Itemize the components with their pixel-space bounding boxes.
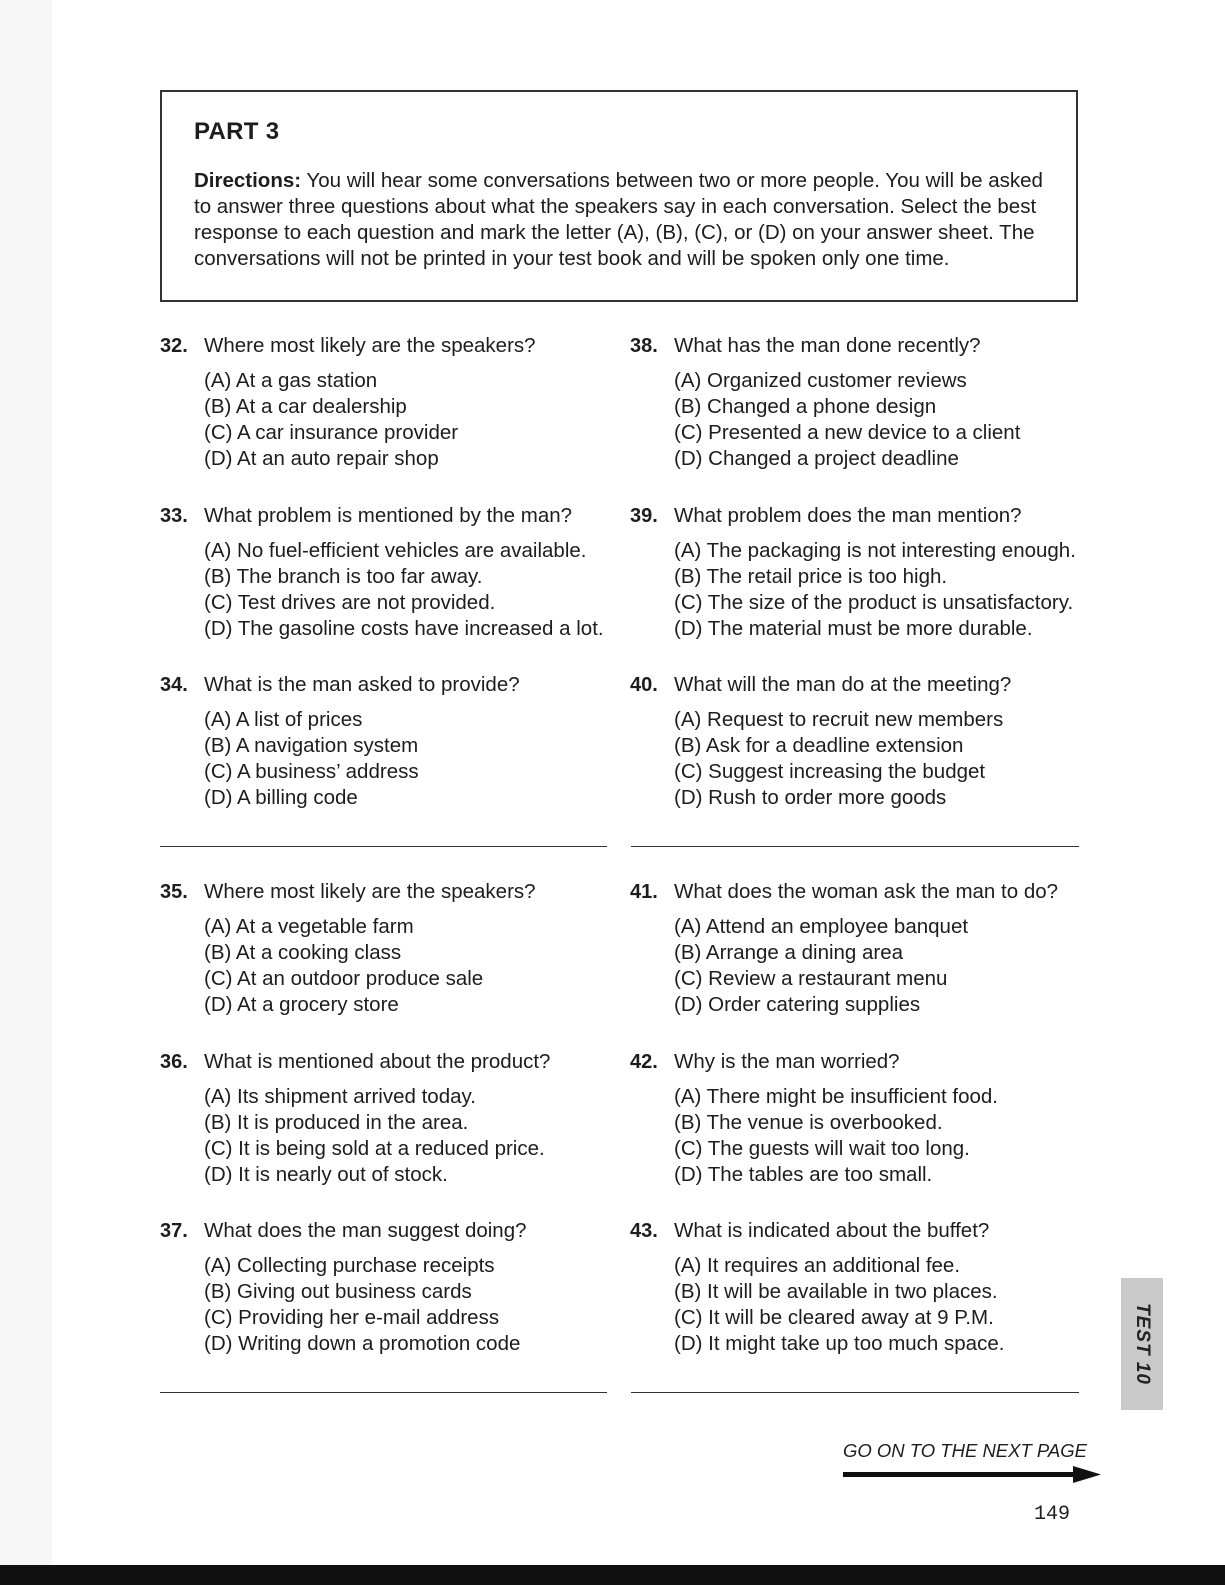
test-side-tab-label: TEST 10 bbox=[1132, 1303, 1154, 1385]
question-text: Where most likely are the speakers? bbox=[204, 334, 536, 357]
next-page-label: GO ON TO THE NEXT PAGE bbox=[843, 1440, 1087, 1461]
option-a: (A) Organized customer reviews bbox=[674, 369, 967, 392]
question-number: 35. bbox=[160, 881, 188, 903]
option-d: (D) At an auto repair shop bbox=[204, 447, 439, 470]
answer-options bbox=[204, 368, 458, 472]
question-text: Why is the man worried? bbox=[674, 1050, 900, 1073]
arrow-right-icon bbox=[843, 1465, 1103, 1485]
option-a: (A) Attend an employee banquet bbox=[674, 915, 969, 938]
answer-options bbox=[674, 1084, 998, 1188]
option-c: (C) It will be cleared away at 9 P.M. bbox=[674, 1306, 994, 1329]
question-number: 42. bbox=[630, 1051, 658, 1073]
option-b: (B) Arrange a dining area bbox=[674, 941, 904, 964]
option-b: (B) Giving out business cards bbox=[204, 1280, 472, 1303]
option-c: (C) A business’ address bbox=[204, 760, 419, 783]
answer-options bbox=[204, 1084, 545, 1188]
option-a: (A) No fuel-efficient vehicles are available. bbox=[204, 539, 587, 562]
option-d: (D) Changed a project deadline bbox=[674, 447, 959, 470]
part-title: PART 3 bbox=[194, 118, 280, 145]
question-number: 40. bbox=[630, 674, 658, 696]
question-number: 41. bbox=[630, 881, 658, 903]
question-number: 32. bbox=[160, 335, 188, 357]
page-gutter bbox=[0, 0, 52, 1585]
scan-edge bbox=[0, 1565, 1225, 1585]
question-number: 38. bbox=[630, 335, 658, 357]
section-divider bbox=[160, 846, 607, 847]
directions-text bbox=[194, 168, 1064, 272]
option-d: (D) The tables are too small. bbox=[674, 1163, 933, 1186]
option-c: (C) Suggest increasing the budget bbox=[674, 760, 986, 783]
option-a: (A) Its shipment arrived today. bbox=[204, 1085, 476, 1108]
option-c: (C) Review a restaurant menu bbox=[674, 967, 948, 990]
answer-options bbox=[204, 1253, 520, 1357]
directions-body: You will hear some conversations between two or more people. You will be asked to answer three questions about what the speakers say in each conversation. Select the best response to each question and mark the letter (A), (B), (C), or (D) on your answer sheet. The conversations will not be printed in your test book and will be spoken only one time. bbox=[194, 169, 1043, 270]
option-c: (C) The size of the product is unsatisfactory. bbox=[674, 591, 1074, 614]
option-d: (D) A billing code bbox=[204, 786, 358, 809]
option-d: (D) The material must be more durable. bbox=[674, 617, 1033, 640]
answer-options bbox=[204, 914, 483, 1018]
question-number: 33. bbox=[160, 505, 188, 527]
option-a: (A) Collecting purchase receipts bbox=[204, 1254, 495, 1277]
option-a: (A) A list of prices bbox=[204, 708, 363, 731]
option-b: (B) It will be available in two places. bbox=[674, 1280, 998, 1303]
option-d: (D) It might take up too much space. bbox=[674, 1332, 1005, 1355]
option-a: (A) At a vegetable farm bbox=[204, 915, 414, 938]
question-text: What is the man asked to provide? bbox=[204, 673, 520, 696]
directions-box bbox=[160, 90, 1078, 302]
option-b: (B) The branch is too far away. bbox=[204, 565, 483, 588]
option-b: (B) At a cooking class bbox=[204, 941, 402, 964]
option-c: (C) The guests will wait too long. bbox=[674, 1137, 970, 1160]
question-text: What is indicated about the buffet? bbox=[674, 1219, 990, 1242]
question-text: Where most likely are the speakers? bbox=[204, 880, 536, 903]
option-b: (B) At a car dealership bbox=[204, 395, 407, 418]
question-text: What does the woman ask the man to do? bbox=[674, 880, 1059, 903]
option-c: (C) A car insurance provider bbox=[204, 421, 459, 444]
section-divider bbox=[631, 1392, 1079, 1393]
question-number: 39. bbox=[630, 505, 658, 527]
question-number: 43. bbox=[630, 1220, 658, 1242]
answer-options bbox=[674, 368, 1020, 472]
option-a: (A) It requires an additional fee. bbox=[674, 1254, 961, 1277]
option-c: (C) Presented a new device to a client bbox=[674, 421, 1021, 444]
option-c: (C) Test drives are not provided. bbox=[204, 591, 496, 614]
directions-label: Directions: bbox=[194, 169, 302, 192]
option-a: (A) At a gas station bbox=[204, 369, 378, 392]
question-text: What is mentioned about the product? bbox=[204, 1050, 551, 1073]
option-d: (D) Order catering supplies bbox=[674, 993, 921, 1016]
option-d: (D) Writing down a promotion code bbox=[204, 1332, 521, 1355]
option-d: (D) The gasoline costs have increased a lot. bbox=[204, 617, 604, 640]
option-b: (B) A navigation system bbox=[204, 734, 419, 757]
option-a: (A) There might be insufficient food. bbox=[674, 1085, 998, 1108]
page-number: 149 bbox=[1034, 1503, 1071, 1526]
answer-options bbox=[674, 538, 1076, 642]
answer-options bbox=[204, 707, 419, 811]
option-d: (D) It is nearly out of stock. bbox=[204, 1163, 448, 1186]
option-c: (C) At an outdoor produce sale bbox=[204, 967, 484, 990]
option-d: (D) At a grocery store bbox=[204, 993, 399, 1016]
option-b: (B) Ask for a deadline extension bbox=[674, 734, 964, 757]
answer-options bbox=[674, 707, 1003, 811]
option-b: (B) Changed a phone design bbox=[674, 395, 937, 418]
section-divider bbox=[631, 846, 1079, 847]
test-side-tab bbox=[1121, 1278, 1163, 1410]
option-b: (B) It is produced in the area. bbox=[204, 1111, 469, 1134]
question-text: What problem does the man mention? bbox=[674, 504, 1022, 527]
question-text: What will the man do at the meeting? bbox=[674, 673, 1012, 696]
question-text: What does the man suggest doing? bbox=[204, 1219, 527, 1242]
option-a: (A) The packaging is not interesting enough. bbox=[674, 539, 1076, 562]
section-divider bbox=[160, 1392, 607, 1393]
answer-options bbox=[674, 914, 968, 1018]
question-number: 36. bbox=[160, 1051, 188, 1073]
answer-options bbox=[204, 538, 604, 642]
option-b: (B) The retail price is too high. bbox=[674, 565, 948, 588]
option-b: (B) The venue is overbooked. bbox=[674, 1111, 943, 1134]
question-number: 34. bbox=[160, 674, 188, 696]
question-text: What problem is mentioned by the man? bbox=[204, 504, 573, 527]
answer-options bbox=[674, 1253, 1004, 1357]
question-text: What has the man done recently? bbox=[674, 334, 981, 357]
option-c: (C) It is being sold at a reduced price. bbox=[204, 1137, 545, 1160]
question-number: 37. bbox=[160, 1220, 188, 1242]
option-a: (A) Request to recruit new members bbox=[674, 708, 1004, 731]
option-d: (D) Rush to order more goods bbox=[674, 786, 947, 809]
option-c: (C) Providing her e-mail address bbox=[204, 1306, 500, 1329]
